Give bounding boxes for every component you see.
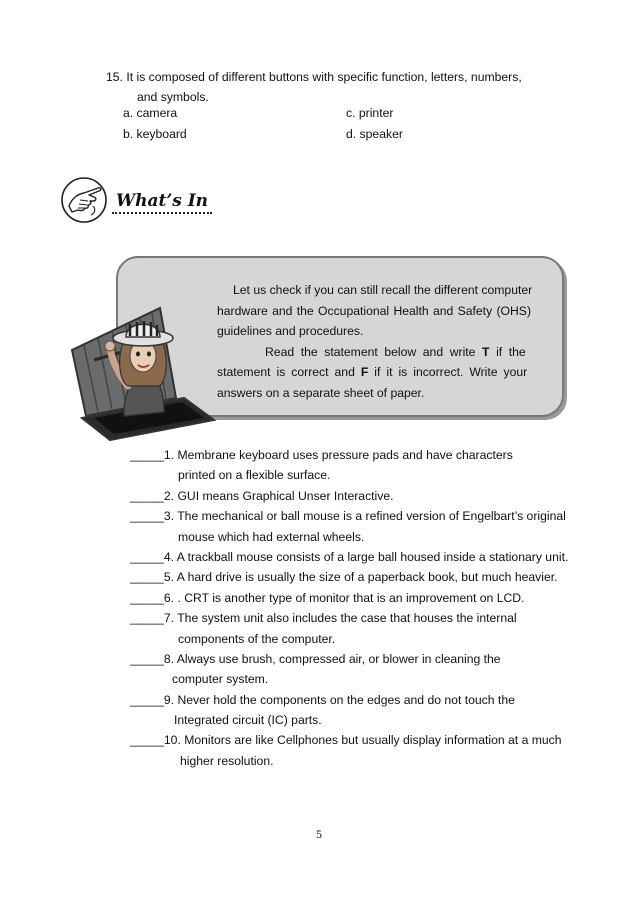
question-15 (106, 67, 522, 107)
instruction-text-part: if the (489, 344, 526, 359)
item-8: _____8. Always use brush, compressed air, or blower in cleaning the (130, 651, 501, 666)
item-3-cont: mouse which had external wheels. (178, 529, 365, 544)
instruction-line6: answers on a separate sheet of paper. (217, 385, 425, 400)
option-b: b. keyboard (123, 127, 187, 141)
instruction-text-part: statement is correct and (217, 365, 361, 379)
item-3: _____3. The mechanical or ball mouse is a refined version of Engelbart’s original (130, 509, 566, 524)
word: hardware (217, 303, 268, 318)
option-d: d. speaker (346, 127, 403, 141)
item-1-cont: printed on a flexible surface. (178, 468, 331, 483)
instruction-line5 (217, 362, 531, 383)
word: Health (393, 303, 429, 318)
question-15-line1: 15. It is composed of different buttons with specific function, letters, numbers, (106, 70, 522, 84)
word: the (296, 303, 314, 318)
false-marker: F (360, 365, 369, 379)
option-a: a. camera (123, 106, 178, 120)
item-10-cont: higher resolution. (180, 753, 274, 768)
instruction-line2 (217, 301, 531, 322)
true-false-items (130, 445, 568, 771)
word: Safety (457, 303, 493, 318)
section-title-underline (112, 212, 212, 214)
section-title: What’s In (116, 191, 209, 211)
instruction-text (217, 280, 531, 403)
word: and (432, 303, 454, 318)
section-header (60, 178, 220, 220)
word: and (272, 303, 293, 318)
item-7-cont: components of the computer. (178, 631, 336, 646)
item-7: _____7. The system unit also includes the case that houses the internal (130, 611, 517, 626)
instruction-text-part: Read the statement below and write (265, 344, 483, 359)
question-15-line2: and symbols. (137, 90, 209, 104)
item-2: _____2. GUI means Graphical Unser Interactive. (130, 488, 394, 503)
word: Occupational (318, 303, 390, 318)
item-1: _____1. Membrane keyboard uses pressure pads and have characters (130, 448, 513, 462)
item-10: _____10. Monitors are like Cellphones but usually display information at a much (130, 733, 562, 748)
item-9-cont: Integrated circuit (IC) parts. (174, 713, 322, 728)
true-marker: T (482, 344, 490, 359)
instruction-line1: Let us check if you can still recall the different computer (233, 283, 533, 297)
item-9: _____9. Never hold the components on the edges and do not touch the (130, 692, 515, 707)
instruction-line3: guidelines and procedures. (217, 324, 364, 338)
item-8-cont: computer system. (172, 672, 269, 687)
girl-trapdoor-illustration (64, 290, 234, 450)
item-5: _____5. A hard drive is usually the size of a paperback book, but much heavier. (130, 570, 558, 585)
instruction-text-part: if it is incorrect. Write your (368, 365, 528, 379)
page-number: 5 (316, 827, 322, 841)
item-6: _____6. . CRT is another type of monitor that is an improvement on LCD. (130, 590, 525, 605)
hand-pointing-icon (60, 176, 110, 226)
word: (OHS) (496, 303, 531, 318)
instruction-line4 (217, 342, 531, 363)
option-c: c. printer (346, 106, 394, 120)
item-4: _____4. A trackball mouse consists of a large ball housed inside a stationary unit. (130, 549, 569, 564)
